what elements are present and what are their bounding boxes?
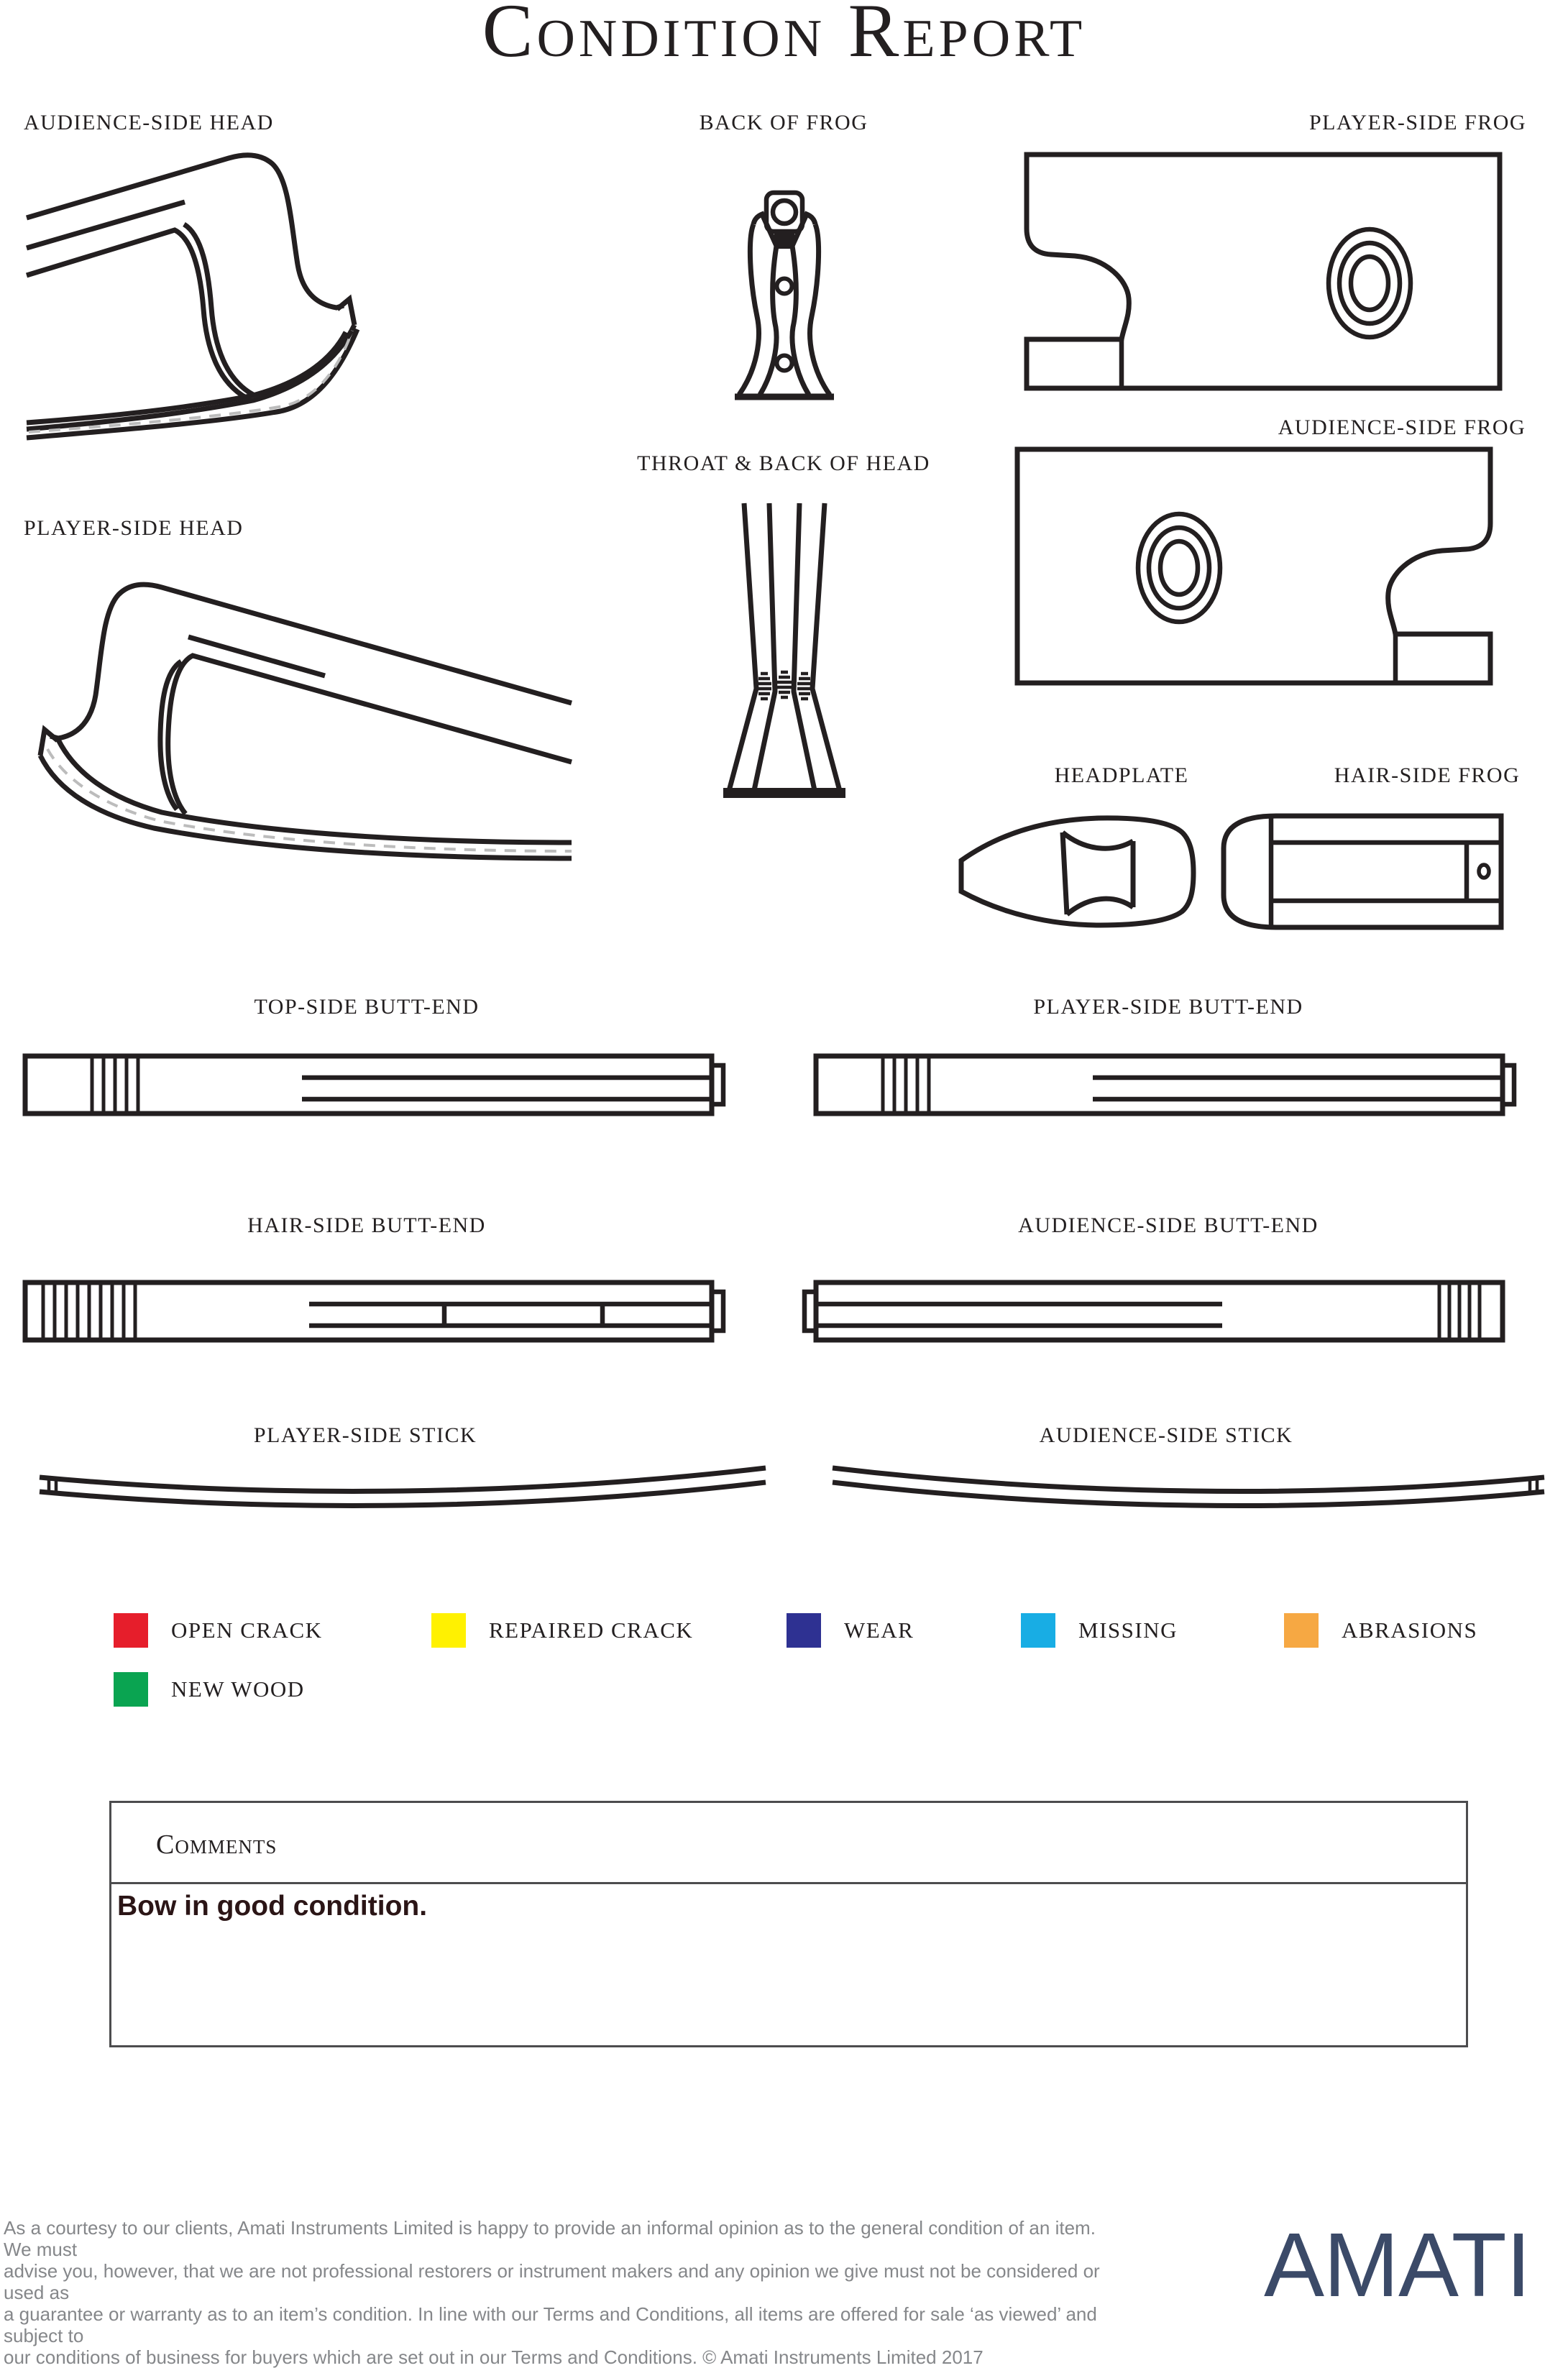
footer-line-4: our conditions of business for buyers which are set out in our Terms and Conditions. © Amati Instruments Limited 2017 — [4, 2346, 984, 2368]
top-side-butt-end-drawing — [25, 1056, 723, 1114]
player-side-butt-end-drawing — [816, 1056, 1514, 1114]
label-audience-side-butt-end: AUDIENCE-SIDE BUTT-END — [1018, 1213, 1319, 1237]
repaired-crack-label: REPAIRED CRACK — [489, 1617, 694, 1643]
label-audience-side-stick: AUDIENCE-SIDE STICK — [1039, 1423, 1293, 1447]
label-player-side-head: PLAYER-SIDE HEAD — [24, 516, 244, 540]
hair-side-frog-drawing — [1224, 816, 1501, 927]
comments-header: Comments — [156, 1830, 278, 1860]
open-crack-label: OPEN CRACK — [171, 1617, 323, 1643]
label-top-side-butt-end: TOP-SIDE BUTT-END — [254, 995, 480, 1019]
abrasions-swatch — [1284, 1613, 1319, 1648]
wear-swatch — [787, 1613, 821, 1648]
back-of-frog-drawing — [735, 193, 834, 397]
page-title: Condition Report — [482, 0, 1086, 73]
new-wood-label: NEW WOOD — [171, 1676, 305, 1702]
label-headplate: HEADPLATE — [1054, 763, 1189, 787]
audience-side-butt-end-drawing — [804, 1282, 1503, 1340]
comments-box — [109, 1801, 1468, 2047]
label-player-side-frog: PLAYER-SIDE FROG — [1308, 111, 1527, 134]
label-player-side-stick: PLAYER-SIDE STICK — [253, 1423, 477, 1447]
throat-back-of-head-drawing — [723, 503, 845, 794]
label-hair-side-frog: HAIR-SIDE FROG — [1334, 763, 1521, 787]
new-wood-swatch — [114, 1672, 148, 1707]
missing-label: MISSING — [1078, 1617, 1178, 1643]
label-back-of-frog: BACK OF FROG — [699, 111, 868, 134]
label-audience-side-frog: AUDIENCE-SIDE FROG — [1278, 416, 1526, 439]
abrasions-label: ABRASIONS — [1342, 1617, 1478, 1643]
amati-logo: AMATI — [1264, 2214, 1531, 2316]
comments-text-field[interactable]: Bow in good condition. — [117, 1891, 428, 1922]
player-side-frog-drawing — [1027, 155, 1500, 388]
player-side-stick-drawing — [40, 1468, 766, 1505]
comments-divider — [109, 1882, 1468, 1884]
headplate-drawing — [961, 818, 1193, 925]
audience-side-frog-drawing — [1017, 449, 1490, 683]
audience-side-stick-drawing — [833, 1468, 1544, 1505]
footer-line-2: advise you, however, that we are not professional restorers or instrument makers and any opinion we give must not be considered or used as — [4, 2260, 1100, 2303]
footer-line-1: As a courtesy to our clients, Amati Instruments Limited is happy to provide an informal opinion as to the general condition of an item. We must — [4, 2217, 1096, 2260]
label-hair-side-butt-end: HAIR-SIDE BUTT-END — [247, 1213, 486, 1237]
footer-line-3: a guarantee or warranty as to an item’s condition. In line with our Terms and Conditions, all items are offered for sale ‘as viewed’ and subject to — [4, 2303, 1097, 2346]
wear-label: WEAR — [844, 1617, 914, 1643]
hair-side-butt-end-drawing — [25, 1282, 723, 1340]
repaired-crack-swatch — [431, 1613, 466, 1648]
label-throat-back-of-head: THROAT & BACK OF HEAD — [637, 451, 930, 475]
label-player-side-butt-end: PLAYER-SIDE BUTT-END — [1033, 995, 1303, 1019]
missing-swatch — [1021, 1613, 1055, 1648]
audience-side-head-drawing — [27, 155, 357, 438]
player-side-head-drawing — [40, 584, 572, 858]
open-crack-swatch — [114, 1613, 148, 1648]
footer-disclaimer — [4, 2217, 1125, 2368]
label-audience-side-head: AUDIENCE-SIDE HEAD — [24, 111, 274, 134]
